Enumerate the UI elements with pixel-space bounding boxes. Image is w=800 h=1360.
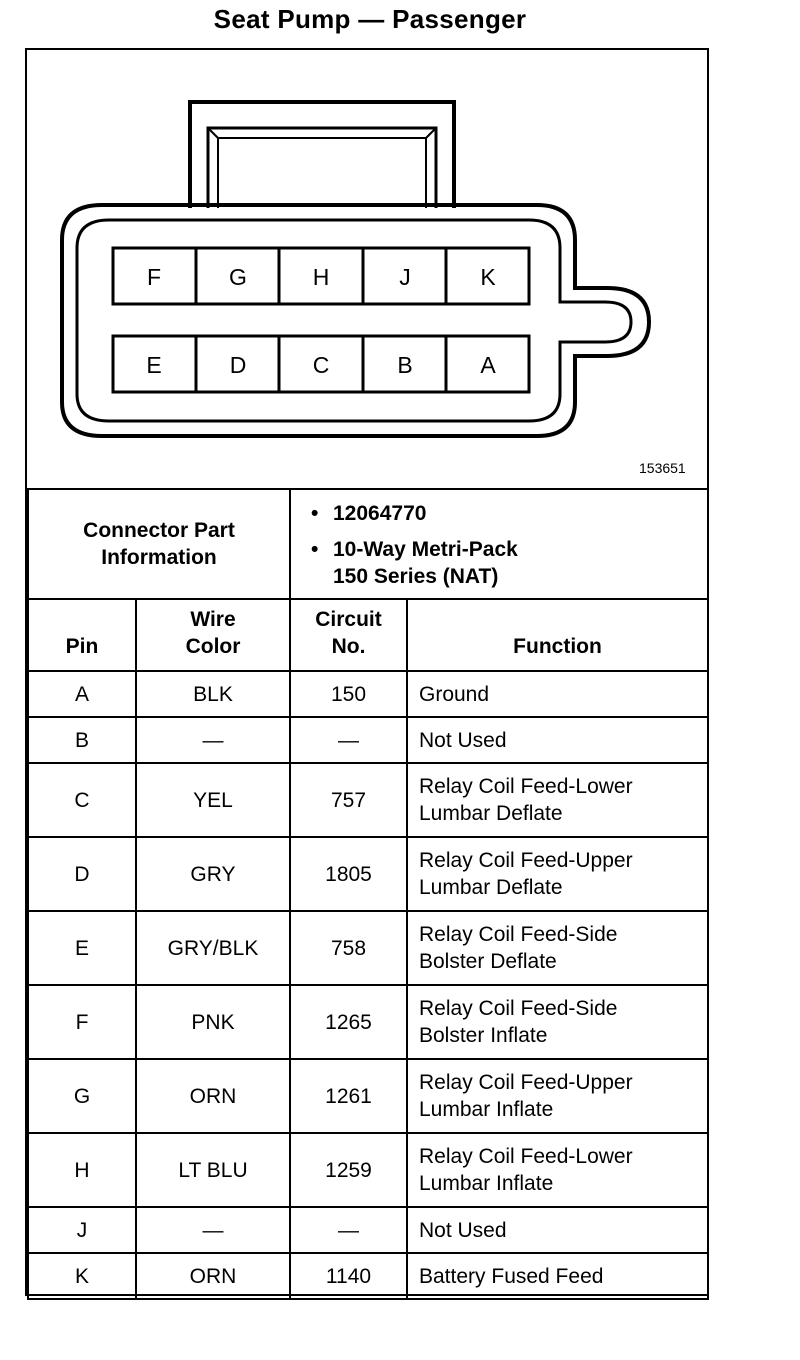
function-line: Bolster Inflate <box>419 1024 548 1047</box>
function-cell <box>407 717 708 763</box>
table-row <box>28 985 708 1059</box>
pin-cell: K <box>28 1253 136 1299</box>
function-line: Lumbar Inflate <box>419 1172 554 1195</box>
table-row <box>28 1059 708 1133</box>
function-line: Bolster Deflate <box>419 950 557 973</box>
function-cell <box>407 1059 708 1133</box>
circuit-cell: 1265 <box>290 985 407 1059</box>
circuit-cell: 1140 <box>290 1253 407 1299</box>
pin-label-B: B <box>397 352 413 378</box>
table-row <box>28 717 708 763</box>
function-cell <box>407 985 708 1059</box>
function-line: Battery Fused Feed <box>419 1264 604 1288</box>
circuit-cell: 757 <box>290 763 407 837</box>
function-line: Relay Coil Feed-Upper <box>419 849 633 872</box>
col-header-wire-color: Wire Color <box>136 599 290 671</box>
page-title: Seat Pump — Passenger <box>213 4 527 34</box>
table-row <box>28 1207 708 1253</box>
function-line: Lumbar Deflate <box>419 802 563 825</box>
function-line: Relay Coil Feed-Side <box>419 997 618 1020</box>
function-line: Relay Coil Feed-Side <box>419 923 618 946</box>
function-cell <box>407 837 708 911</box>
circuit-cell: 1259 <box>290 1133 407 1207</box>
function-cell <box>407 1133 708 1207</box>
pinout-table <box>27 488 709 1300</box>
function-cell <box>407 911 708 985</box>
wire-color-cell: LT BLU <box>136 1133 290 1207</box>
wire-color-cell: ORN <box>136 1059 290 1133</box>
function-line: Lumbar Inflate <box>419 1098 554 1121</box>
pin-cell: A <box>28 671 136 717</box>
pin-label-J: J <box>399 264 411 290</box>
pin-label-H: H <box>312 264 330 290</box>
connector-diagram <box>27 50 707 490</box>
function-line: Ground <box>419 682 490 706</box>
table-row <box>28 837 708 911</box>
table-row <box>28 671 708 717</box>
wire-color-cell: — <box>136 1207 290 1253</box>
function-cell <box>407 671 708 717</box>
circuit-cell: 1805 <box>290 837 407 911</box>
table-row <box>28 763 708 837</box>
wire-color-cell: ORN <box>136 1253 290 1299</box>
connector-info-row <box>28 489 708 599</box>
pin-cell: C <box>28 763 136 837</box>
pin-label-A: A <box>480 352 496 378</box>
col-header-function: Function <box>407 599 708 671</box>
pin-cell: E <box>28 911 136 985</box>
circuit-cell: 1261 <box>290 1059 407 1133</box>
connector-description: • 10-Way Metri-Pack 150 Series (NAT) <box>333 536 707 590</box>
pin-label-C: C <box>312 352 330 378</box>
pin-label-K: K <box>480 264 496 290</box>
function-line: Not Used <box>419 728 507 752</box>
pin-cell: D <box>28 837 136 911</box>
wire-color-cell: GRY <box>136 837 290 911</box>
wire-color-cell: GRY/BLK <box>136 911 290 985</box>
circuit-cell: 150 <box>290 671 407 717</box>
function-line: Relay Coil Feed-Lower <box>419 775 633 798</box>
wire-color-cell: BLK <box>136 671 290 717</box>
connector-outline <box>27 50 707 490</box>
connector-info-label: Connector Part Information <box>28 489 290 599</box>
wire-color-cell: YEL <box>136 763 290 837</box>
wire-color-cell: PNK <box>136 985 290 1059</box>
function-line: Relay Coil Feed-Upper <box>419 1071 633 1094</box>
table-header-row <box>28 599 708 671</box>
function-line: Lumbar Deflate <box>419 876 563 899</box>
circuit-cell: 758 <box>290 911 407 985</box>
figure-id: 153651 <box>639 460 686 476</box>
circuit-cell: — <box>290 1207 407 1253</box>
col-header-circuit: Circuit No. <box>290 599 407 671</box>
pin-cell: J <box>28 1207 136 1253</box>
pin-cell: G <box>28 1059 136 1133</box>
function-cell <box>407 763 708 837</box>
pin-cell: F <box>28 985 136 1059</box>
connector-info-details <box>290 489 708 599</box>
circuit-cell: — <box>290 717 407 763</box>
function-cell <box>407 1253 708 1299</box>
pin-label-G: G <box>229 264 247 290</box>
part-number: • 12064770 <box>333 500 707 527</box>
wire-color-cell: — <box>136 717 290 763</box>
pin-cell: H <box>28 1133 136 1207</box>
table-row <box>28 1253 708 1299</box>
col-header-pin: Pin <box>28 599 136 671</box>
connector-sheet <box>25 48 709 1296</box>
pin-cell: B <box>28 717 136 763</box>
function-cell <box>407 1207 708 1253</box>
table-row <box>28 911 708 985</box>
pin-label-F: F <box>146 264 162 290</box>
pin-label-E: E <box>146 352 162 378</box>
function-line: Not Used <box>419 1218 507 1242</box>
function-line: Relay Coil Feed-Lower <box>419 1145 633 1168</box>
table-row <box>28 1133 708 1207</box>
pinout-rows <box>28 671 708 1299</box>
pin-label-D: D <box>229 352 247 378</box>
